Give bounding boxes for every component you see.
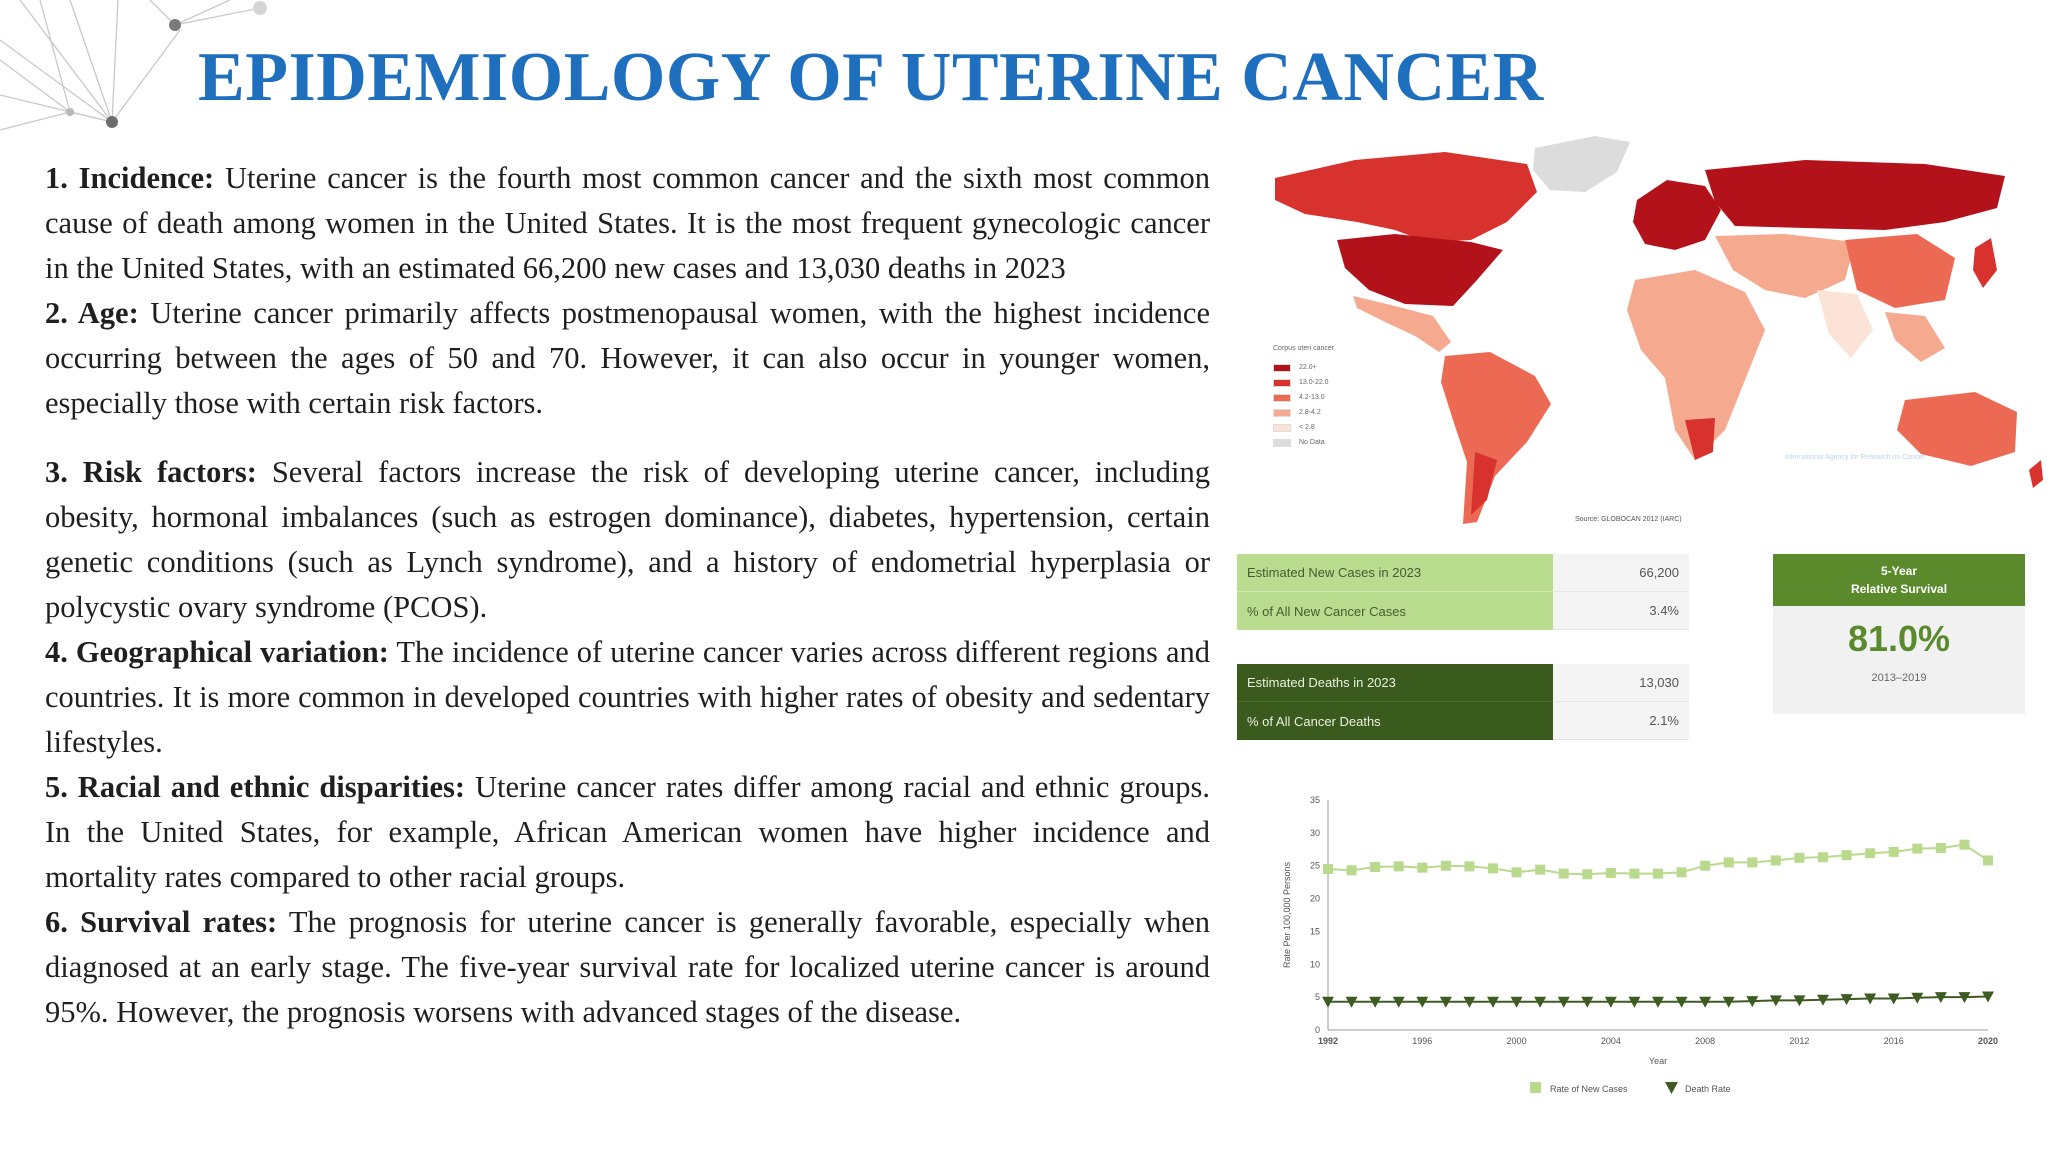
section-heading: 5. Racial and ethnic disparities:: [45, 770, 466, 804]
survival-box: [1773, 554, 2025, 714]
body-text: [45, 156, 1210, 1035]
data-point: [1677, 867, 1687, 877]
section-text: The incidence of uterine cancer varies across different regions and countries. It is more common in developed countries with higher rates of obesity and sedentary lifestyles.: [45, 635, 1210, 759]
section-heading: 2. Age:: [45, 296, 139, 330]
section-risk-factors: [45, 450, 1210, 630]
section-racial-disparities: [45, 765, 1210, 900]
x-tick-label: 1996: [1412, 1036, 1433, 1046]
legend-label: No Data: [1299, 439, 1325, 446]
data-point: [1700, 861, 1710, 871]
legend-label: Rate of New Cases: [1550, 1084, 1628, 1094]
legend-marker: [1665, 1082, 1678, 1094]
y-axis-label: Rate Per 100,000 Persons: [1282, 861, 1292, 969]
section-geographical-variation: [45, 630, 1210, 765]
section-text: Uterine cancer primarily affects postmenopausal women, with the highest incidence occurring between the ages of 50 and 70. However, it can also occur in younger women, especially those with certain risk factors.: [45, 296, 1210, 420]
data-point: [1747, 857, 1757, 867]
section-incidence: [45, 156, 1210, 291]
stat-label: Estimated Deaths in 2023: [1237, 664, 1553, 702]
stat-label: % of All New Cancer Cases: [1237, 592, 1553, 630]
deaths-table: [1237, 664, 1689, 740]
stat-value: 2.1%: [1553, 702, 1689, 740]
data-point: [1464, 861, 1474, 871]
legend-item: [1273, 390, 1334, 405]
section-text: The prognosis for uterine cancer is generally favorable, especially when diagnosed at an early stage. The five-year survival rate for localized uterine cancer is around 95%. However, the prognosis worsens with advanced stages of the disease.: [45, 905, 1210, 1029]
survival-header: [1773, 554, 2025, 606]
legend-label: Death Rate: [1685, 1084, 1731, 1094]
x-tick-label: 2012: [1789, 1036, 1810, 1046]
survival-years: 2013–2019: [1871, 672, 1927, 684]
legend-label: 13.0-22.0: [1299, 379, 1329, 386]
legend-label: 22.0+: [1299, 364, 1317, 371]
survival-value: 81.0%: [1847, 618, 1951, 659]
data-point: [1417, 863, 1427, 873]
x-tick-label: 2008: [1695, 1036, 1716, 1046]
data-point: [1629, 869, 1639, 879]
legend-item: [1273, 375, 1334, 390]
y-tick-label: 30: [1309, 827, 1320, 838]
section-text: Several factors increase the risk of developing uterine cancer, including obesity, hormonal imbalances (such as estrogen dominance), diabetes, hypertension, certain genetic conditions (such as Lynch syndrome), and a history of endometrial hyperplasia or polycystic ovary syndrome (PCOS).: [45, 455, 1211, 624]
stat-value: 3.4%: [1553, 592, 1689, 630]
legend-item: [1273, 360, 1334, 375]
stat-value: 13,030: [1553, 664, 1689, 702]
x-tick-label: 2004: [1600, 1036, 1621, 1046]
data-point: [1559, 869, 1569, 879]
data-point: [1936, 843, 1946, 853]
section-text: Uterine cancer rates differ among racial and ethnic groups. In the United States, for example, African American women have higher incidence and mortality rates compared to other racial groups.: [45, 770, 1210, 894]
data-point: [1582, 869, 1592, 879]
data-point: [1818, 852, 1828, 862]
legend-item: [1273, 420, 1334, 435]
data-point: [1370, 862, 1380, 872]
x-axis-label: Year: [1648, 1056, 1668, 1066]
rate-trend-chart: [1270, 790, 2010, 1120]
legend-title: Corpus uteri cancer: [1273, 345, 1335, 352]
section-text: Uterine cancer is the fourth most common cancer and the sixth most common cause of death among women in the United States. It is the most frequent gynecologic cancer in the United States, with an estimated 66,200 new cases and 13,030 deaths in 2023: [45, 161, 1210, 285]
stat-label: % of All Cancer Deaths: [1237, 702, 1553, 740]
y-tick-label: 10: [1309, 959, 1320, 970]
stat-row: [1237, 592, 1689, 630]
section-heading: 1. Incidence:: [45, 161, 215, 195]
stat-value: 66,200: [1553, 554, 1689, 592]
legend-label: < 2.8: [1299, 424, 1315, 431]
section-heading: 6. Survival rates:: [45, 905, 278, 939]
page-title: EPIDEMIOLOGY OF UTERINE CANCER: [198, 39, 1544, 116]
stat-row: [1237, 702, 1689, 740]
legend-label: 2.8-4.2: [1299, 409, 1321, 416]
legend-swatch: [1273, 424, 1291, 432]
stat-row: [1237, 664, 1689, 702]
data-point: [1441, 861, 1451, 871]
y-tick-label: 20: [1309, 893, 1320, 904]
data-point: [1912, 844, 1922, 854]
y-tick-label: 0: [1314, 1025, 1320, 1035]
data-point: [1323, 864, 1333, 874]
y-tick-label: 25: [1309, 860, 1320, 871]
stat-label: Estimated New Cases in 2023: [1237, 554, 1553, 592]
data-point: [1794, 853, 1804, 863]
legend-swatch: [1273, 379, 1291, 387]
y-tick-label: 5: [1314, 992, 1320, 1003]
iarc-logo-text: International Agency for Research on Cancer: [1785, 454, 1925, 461]
x-tick-label: 2020: [1977, 1036, 1999, 1046]
data-point: [1983, 855, 1993, 865]
data-point: [1488, 863, 1498, 873]
data-point: [1347, 865, 1357, 875]
data-point: [1535, 865, 1545, 875]
legend-swatch: [1273, 409, 1291, 417]
map-source: Source: GLOBOCAN 2012 (IARC): [1575, 516, 1682, 523]
legend-swatch: [1273, 439, 1291, 447]
section-survival-rates: [45, 900, 1210, 1035]
data-point: [1394, 861, 1404, 871]
legend-item: [1273, 435, 1334, 450]
x-tick-label: 1992: [1317, 1036, 1339, 1046]
legend-marker: [1530, 1082, 1541, 1093]
data-point: [1771, 855, 1781, 865]
data-point: [1889, 847, 1899, 857]
map-legend: [1273, 345, 1334, 450]
data-point: [1512, 867, 1522, 877]
data-point: [1865, 848, 1875, 858]
legend-item: [1273, 405, 1334, 420]
data-point: [1842, 850, 1852, 860]
section-heading: 3. Risk factors:: [45, 455, 257, 489]
section-age: [45, 291, 1210, 426]
section-heading: 4. Geographical variation:: [45, 635, 389, 669]
data-point: [1606, 868, 1616, 878]
y-tick-label: 15: [1309, 926, 1320, 937]
x-tick-label: 2000: [1506, 1036, 1527, 1046]
y-tick-label: 35: [1309, 795, 1320, 805]
survival-line2: Relative Survival: [1850, 582, 1948, 596]
survival-line1: 5-Year: [1880, 564, 1918, 578]
data-point: [1959, 840, 1969, 850]
legend-swatch: [1273, 364, 1291, 372]
stat-row: [1237, 554, 1689, 592]
new-cases-table: [1237, 554, 1689, 630]
legend-label: 4.2-13.0: [1299, 394, 1325, 401]
data-point: [1724, 857, 1734, 867]
x-tick-label: 2016: [1883, 1036, 1904, 1046]
legend-swatch: [1273, 394, 1291, 402]
world-incidence-map: [1245, 130, 2045, 550]
data-point: [1653, 869, 1663, 879]
